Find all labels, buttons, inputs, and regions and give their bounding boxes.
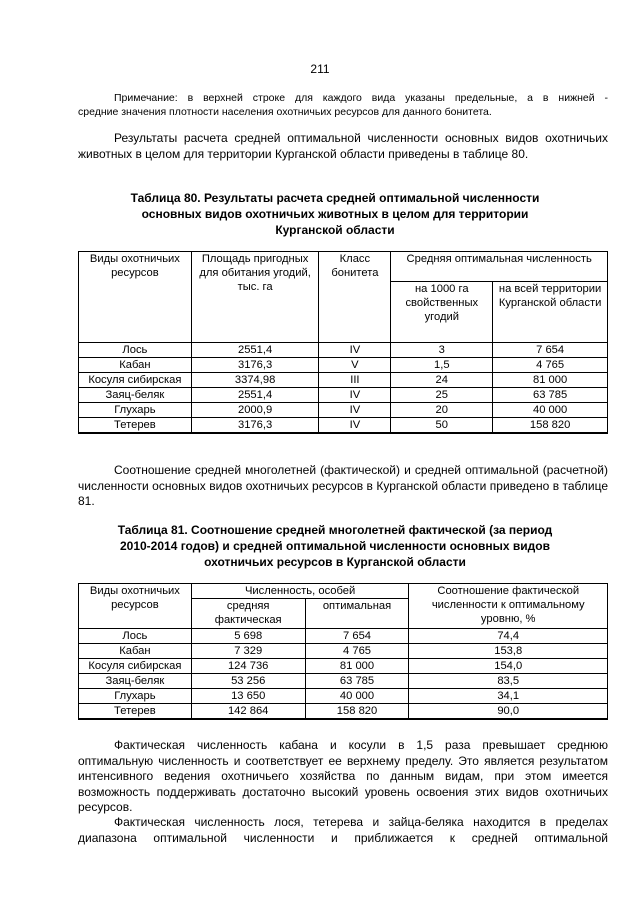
note-line-1: Примечание: в верхней строке для каждого вида указаны предельные, а в нижней - bbox=[114, 92, 608, 104]
species-name: Косуля сибирская bbox=[79, 659, 192, 674]
actual-value: 53 256 bbox=[191, 674, 305, 689]
class-value: IV bbox=[319, 403, 391, 418]
ratio-value: 90,0 bbox=[409, 704, 608, 720]
header-total: на всей территории Курганской области bbox=[493, 282, 608, 343]
per-1000-value: 1,5 bbox=[391, 358, 493, 373]
header-optimal: оптимальная bbox=[305, 599, 409, 629]
table-row bbox=[79, 659, 608, 674]
area-value: 2551,4 bbox=[191, 343, 319, 358]
table-row bbox=[79, 418, 608, 434]
table-row bbox=[79, 704, 608, 720]
header-species: Виды охотничьих ресурсов bbox=[79, 252, 192, 343]
actual-value: 7 329 bbox=[191, 644, 305, 659]
area-value: 3176,3 bbox=[191, 418, 319, 434]
table-row bbox=[79, 373, 608, 388]
ratio-value: 154,0 bbox=[409, 659, 608, 674]
species-name: Тетерев bbox=[79, 418, 192, 434]
table-row bbox=[79, 388, 608, 403]
per-1000-value: 50 bbox=[391, 418, 493, 434]
table-row bbox=[79, 674, 608, 689]
optimal-value: 81 000 bbox=[305, 659, 409, 674]
total-value: 81 000 bbox=[493, 373, 608, 388]
class-value: IV bbox=[319, 388, 391, 403]
total-value: 40 000 bbox=[493, 403, 608, 418]
table-81-title: Таблица 81. Соотношение средней многолетней фактической (за период 2010-2014 годов) и средней оптимальной численности основных видов охотничьих ресурсов в Курганской области bbox=[117, 523, 553, 569]
species-name: Тетерев bbox=[79, 704, 192, 720]
actual-value: 5 698 bbox=[191, 629, 305, 644]
class-value: III bbox=[319, 373, 391, 388]
header-ratio: Соотношение фактической численности к оптимальному уровню, % bbox=[409, 584, 608, 629]
paragraph-intro-table-81: Соотношение средней многолетней (фактической) и средней оптимальной (расчетной) численности основных видов охотничьих ресурсов в Курганской области приведено в таблице 81. bbox=[78, 463, 608, 508]
actual-value: 124 736 bbox=[191, 659, 305, 674]
page-number: 211 bbox=[310, 62, 330, 76]
table-row bbox=[79, 403, 608, 418]
table-row bbox=[79, 644, 608, 659]
header-class: Класс бонитета bbox=[319, 252, 391, 343]
table-row bbox=[79, 358, 608, 373]
ratio-value: 74,4 bbox=[409, 629, 608, 644]
class-value: IV bbox=[319, 343, 391, 358]
class-value: V bbox=[319, 358, 391, 373]
table-note bbox=[78, 92, 608, 119]
per-1000-value: 20 bbox=[391, 403, 493, 418]
actual-value: 142 864 bbox=[191, 704, 305, 720]
per-1000-value: 3 bbox=[391, 343, 493, 358]
species-name: Косуля сибирская bbox=[79, 373, 192, 388]
ratio-value: 83,5 bbox=[409, 674, 608, 689]
area-value: 3374,98 bbox=[191, 373, 319, 388]
optimal-value: 158 820 bbox=[305, 704, 409, 720]
note-line-2: средние значения плотности населения охотничьих ресурсов для данного бонитета. bbox=[78, 105, 492, 118]
header-count: Численность, особей bbox=[191, 584, 409, 599]
table-80-title: Таблица 80. Результаты расчета средней оптимальной численности основных видов охотничьих животных в целом для территории Курганской области bbox=[130, 191, 540, 237]
species-name: Заяц-беляк bbox=[79, 388, 192, 403]
header-avg-count: Средняя оптимальная численность bbox=[391, 252, 608, 282]
header-species: Виды охотничьих ресурсов bbox=[79, 584, 192, 629]
ratio-value: 153,8 bbox=[409, 644, 608, 659]
species-name: Кабан bbox=[79, 358, 192, 373]
species-name: Заяц-беляк bbox=[79, 674, 192, 689]
total-value: 63 785 bbox=[493, 388, 608, 403]
paragraph-intro-table-80: Результаты расчета средней оптимальной численности основных видов охотничьих животных в целом для территории Курганской области приведены в таблице 80. bbox=[78, 131, 608, 161]
header-per-1000: на 1000 га свойственных угодий bbox=[391, 282, 493, 343]
optimal-value: 63 785 bbox=[305, 674, 409, 689]
header-area: Площадь пригодных для обитания угодий, тыс. га bbox=[191, 252, 319, 343]
table-81 bbox=[78, 583, 608, 720]
area-value: 2551,4 bbox=[191, 388, 319, 403]
table-row bbox=[79, 343, 608, 358]
species-name: Глухарь bbox=[79, 403, 192, 418]
species-name: Лось bbox=[79, 343, 192, 358]
table-row bbox=[79, 689, 608, 704]
total-value: 158 820 bbox=[493, 418, 608, 434]
species-name: Глухарь bbox=[79, 689, 192, 704]
species-name: Кабан bbox=[79, 644, 192, 659]
optimal-value: 7 654 bbox=[305, 629, 409, 644]
area-value: 2000,9 bbox=[191, 403, 319, 418]
optimal-value: 40 000 bbox=[305, 689, 409, 704]
table-row bbox=[79, 629, 608, 644]
header-actual: средняя фактическая bbox=[191, 599, 305, 629]
optimal-value: 4 765 bbox=[305, 644, 409, 659]
total-value: 4 765 bbox=[493, 358, 608, 373]
paragraph-analysis: Фактическая численность кабана и косули в 1,5 раза превышает среднюю оптимальную численность и соответствует ее верхнему пределу. Это является результатом интенсивного ведения охотничьего хозяйства по данным видам, при этом имеется возможность поддерживать достаточно высокий уровень освоения этих видов охотничьих ресурсов. bbox=[78, 738, 608, 814]
species-name: Лось bbox=[79, 629, 192, 644]
area-value: 3176,3 bbox=[191, 358, 319, 373]
actual-value: 13 650 bbox=[191, 689, 305, 704]
per-1000-value: 24 bbox=[391, 373, 493, 388]
total-value: 7 654 bbox=[493, 343, 608, 358]
class-value: IV bbox=[319, 418, 391, 434]
ratio-value: 34,1 bbox=[409, 689, 608, 704]
per-1000-value: 25 bbox=[391, 388, 493, 403]
table-80 bbox=[78, 251, 608, 434]
paragraph-continuation: Фактическая численность лося, тетерева и зайца-беляка находится в пределах диапазона оптимальной численности и приближается к средней оптимальной bbox=[78, 815, 608, 845]
